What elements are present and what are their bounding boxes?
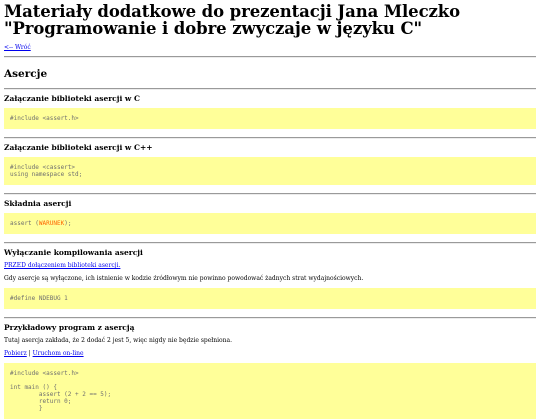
subsection-title: Załączanie biblioteki asercji w C [4,94,140,103]
page-title-line-2: "Programowanie i dobre zwyczaje w języku C" [4,19,422,38]
before-include-link[interactable]: PRZED dołączeniem biblioteki asercji. [4,262,121,269]
code-block [4,213,536,234]
page-title [4,3,536,37]
divider [4,317,536,319]
code-block: #include <assert.h> int main () { assert (2 + 2 == 5); return 0; } [4,363,536,419]
code-text: ); [64,220,72,227]
code-block: #include <assert.h> [4,108,536,129]
code-block: #define NDEBUG 1 [4,288,536,309]
subsection-title: Przykładowy program z asercją [4,323,135,332]
divider [4,56,536,58]
page [0,3,540,419]
subsection-title: Składnia asercji [4,199,72,208]
divider [4,193,536,195]
download-link[interactable]: Pobierz [4,350,27,357]
divider [4,242,536,244]
links-row [4,350,536,357]
page-title-line-1: Materiały dodatkowe do prezentacji Jana Mleczko [4,2,461,21]
code-keyword: WARUNEK [38,220,65,227]
divider [4,137,536,139]
paragraph: Tutaj asercja zakłada, że 2 dodać 2 jest 5, więc nigdy nie będzie spełniona. [4,337,232,344]
paragraph [4,262,536,269]
back-link[interactable]: <-- Wróć [4,44,31,51]
paragraph: Gdy asercje są wyłączone, ich istnienie w kodzie źródłowym nie powinno powodować żadnych strat wydajnościowych. [4,275,364,282]
section-heading: Asercje [4,68,48,80]
back-row [4,44,536,51]
subsection-title: Wyłączanie kompilowania asercji [4,248,143,257]
code-block: #include <cassert> using namespace std; [4,157,536,185]
subsection-title: Załączanie biblioteki asercji w C++ [4,143,153,152]
run-online-link[interactable]: Uruchom on-line [32,350,84,357]
code-text: assert ( [10,220,39,227]
divider [4,88,536,90]
link-separator: | [26,350,33,357]
